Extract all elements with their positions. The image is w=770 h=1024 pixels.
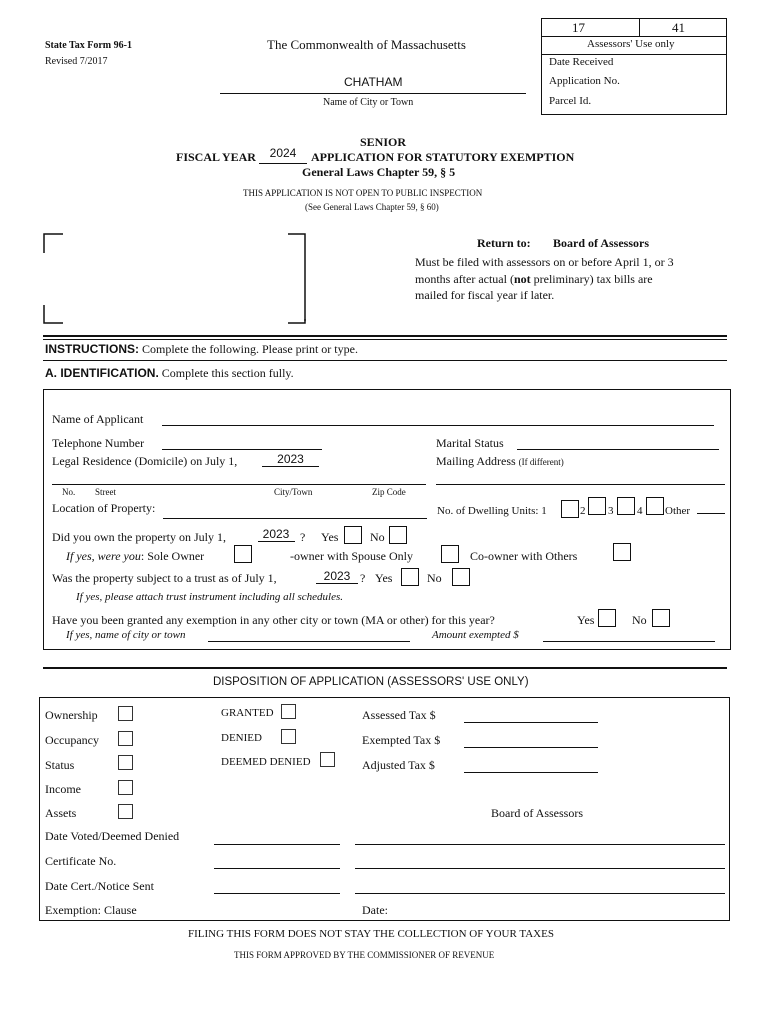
date-voted-field[interactable] [214,844,340,845]
co-owner-spouse-checkbox[interactable] [441,545,459,563]
amount-exempted-field[interactable] [543,641,715,642]
dwelling-other-field[interactable] [697,513,725,514]
income-checkbox[interactable] [118,780,133,795]
adjusted-tax-field[interactable] [464,772,598,773]
own-yes-label: Yes [321,530,339,544]
residence-year-value[interactable]: 2023 [277,452,304,466]
assessor-num-1: 17 [572,20,585,35]
assessor-signature-line-3[interactable] [355,893,725,894]
address-zip-caption: Zip Code [372,487,406,497]
marital-status-label: Marital Status [436,436,504,450]
exempted-tax-label: Exempted Tax $ [362,733,441,747]
commonwealth-title: The Commonwealth of Massachusetts [267,37,466,52]
other-exemption-question: Have you been granted any exemption in any other city or town (MA or other) for this year? [52,613,495,627]
city-name-caption: Name of City or Town [323,97,414,108]
assets-label: Assets [45,806,77,820]
exemption-clause-label: Exemption: Clause [45,903,137,917]
amount-exempted-label: Amount exempted $ [432,629,519,641]
status-checkbox[interactable] [118,755,133,770]
title-general-laws: General Laws Chapter 59, § 5 [302,165,456,179]
own-property-question: Did you own the property on July 1, [52,530,226,544]
trust-no-label: No [427,571,442,585]
instructions-bottom-rule [43,360,727,361]
disposition-title: DISPOSITION OF APPLICATION (ASSESSORS' USE ONLY) [213,676,529,688]
location-field[interactable] [163,518,427,519]
mailing-address-field[interactable] [436,484,725,485]
address-no-caption: No. [62,487,76,497]
title-fiscal-year: FISCAL YEAR [176,150,256,164]
return-to-label: Return to: [477,236,531,250]
own-no-checkbox[interactable] [389,526,407,544]
residence-address-field[interactable] [52,484,426,485]
assessor-signature-line-1[interactable] [355,844,725,845]
occupancy-checkbox[interactable] [118,731,133,746]
occupancy-label: Occupancy [45,733,99,747]
own-yes-checkbox[interactable] [344,526,362,544]
applicant-name-field[interactable] [162,425,714,426]
exempted-tax-field[interactable] [464,747,598,748]
title-senior: SENIOR [360,135,407,149]
ownership-label: Ownership [45,708,98,722]
location-label: Location of Property: [52,501,156,515]
own-no-label: No [370,530,385,544]
co-owner-spouse-label: -owner with Spouse Only [290,549,413,563]
disposition-top-rule [43,667,727,669]
trust-yes-label: Yes [375,571,393,585]
adjusted-tax-label: Adjusted Tax $ [362,758,435,772]
trust-question: Was the property subject to a trust as of July 1, [52,571,277,585]
telephone-field[interactable] [162,449,322,450]
other-exemption-yes-label: Yes [577,613,595,627]
trust-note: If yes, please attach trust instrument including all schedules. [76,591,344,603]
city-name-value[interactable]: CHATHAM [344,75,403,89]
dwelling-units-4-checkbox[interactable] [646,497,664,515]
board-of-assessors-label: Board of Assessors [491,806,583,820]
deemed-denied-label: DEEMED DENIED [221,756,311,768]
other-city-field[interactable] [208,641,410,642]
date-voted-label: Date Voted/Deemed Denied [45,829,180,843]
certificate-no-field[interactable] [214,868,340,869]
other-exemption-no-label: No [632,613,647,627]
parcel-id-label: Parcel Id. [549,95,592,107]
title-application: APPLICATION FOR STATUTORY EXEMPTION [311,150,575,164]
footer-collection-notice: FILING THIS FORM DOES NOT STAY THE COLLECTION OF YOUR TAXES [188,928,554,940]
assessed-tax-label: Assessed Tax $ [362,708,436,722]
assessor-use-box [541,18,727,115]
address-city-caption: City/Town [274,487,313,497]
trust-year-line [316,583,358,584]
trust-yes-checkbox[interactable] [401,568,419,586]
dwelling-units-3-checkbox[interactable] [617,497,635,515]
footer-approval-notice: THIS FORM APPROVED BY THE COMMISSIONER OF REVENUE [234,950,495,960]
trust-qmark: ? [360,571,366,585]
assessor-signature-line-2[interactable] [355,868,725,869]
filing-deadline-line2: months after actual (not preliminary) tax bills are [415,272,653,286]
assessed-tax-field[interactable] [464,722,598,723]
denied-label: DENIED [221,732,262,744]
other-exemption-yes-checkbox[interactable] [598,609,616,627]
own-qmark: ? [300,530,306,544]
notice-see-laws: (See General Laws Chapter 59, § 60) [305,202,439,212]
own-year-line [258,541,295,542]
income-label: Income [45,782,81,796]
address-street-caption: Street [95,487,116,497]
ownership-checkbox[interactable] [118,706,133,721]
sole-owner-checkbox[interactable] [234,545,252,563]
instructions-top-rule-2 [43,339,727,340]
other-exemption-no-checkbox[interactable] [652,609,670,627]
dwelling-unit-4-label: 4 [637,505,643,517]
assessor-use-only-label: Assessors' Use only [587,38,675,50]
deemed-denied-checkbox[interactable] [320,752,335,767]
other-city-label: If yes, name of city or town [66,629,186,641]
mailing-address-label: Mailing Address (If different) [436,454,564,468]
certificate-no-label: Certificate No. [45,854,117,868]
city-name-line [220,93,526,94]
address-window-brackets [43,233,308,326]
trust-year-value[interactable]: 2023 [323,569,351,583]
fiscal-year-value[interactable]: 2024 [269,146,297,160]
application-no-label: Application No. [549,75,620,87]
dwelling-other-label: Other [665,505,691,517]
co-owner-others-checkbox[interactable] [613,543,631,561]
denied-checkbox[interactable] [281,729,296,744]
own-year-value[interactable]: 2023 [262,527,290,541]
filing-deadline-line1: Must be filed with assessors on or before April 1, or 3 [415,255,674,269]
trust-no-checkbox[interactable] [452,568,470,586]
fiscal-year-line [259,163,307,164]
dwelling-units-label: No. of Dwelling Units: 1 [437,505,547,517]
marital-status-field[interactable] [517,449,719,450]
revision-date: Revised 7/2017 [45,56,108,67]
instructions: INSTRUCTIONS: Complete the following. Please print or type. [45,342,358,356]
residence-year-line [262,466,319,467]
filing-deadline-line3: mailed for fiscal year if later. [415,288,555,302]
ownership-type-label: If yes, were you: Sole Owner [66,549,205,563]
date-cert-label: Date Cert./Notice Sent [45,879,154,893]
applicant-name-label: Name of Applicant [52,412,144,426]
date-label: Date: [362,903,388,917]
granted-checkbox[interactable] [281,704,296,719]
form-number: State Tax Form 96-1 [45,40,132,51]
legal-residence-label: Legal Residence (Domicile) on July 1, [52,454,238,468]
status-label: Status [45,758,75,772]
return-to-board: Board of Assessors [553,236,650,250]
granted-label: GRANTED [221,707,274,719]
section-a-heading: A. IDENTIFICATION. Complete this section fully. [45,366,294,380]
assessor-num-2: 41 [672,20,685,35]
notice-public: THIS APPLICATION IS NOT OPEN TO PUBLIC INSPECTION [243,188,483,198]
assets-checkbox[interactable] [118,804,133,819]
dwelling-unit-3-label: 3 [608,505,614,517]
date-cert-field[interactable] [214,893,340,894]
identification-section [43,389,731,650]
co-owner-others-label: Co-owner with Others [470,549,578,563]
telephone-label: Telephone Number [52,436,145,450]
date-received-label: Date Received [549,56,614,68]
dwelling-units-1-checkbox[interactable] [561,500,579,518]
instructions-top-rule [43,335,727,337]
dwelling-unit-2-label: 2 [580,505,586,517]
dwelling-units-2-checkbox[interactable] [588,497,606,515]
